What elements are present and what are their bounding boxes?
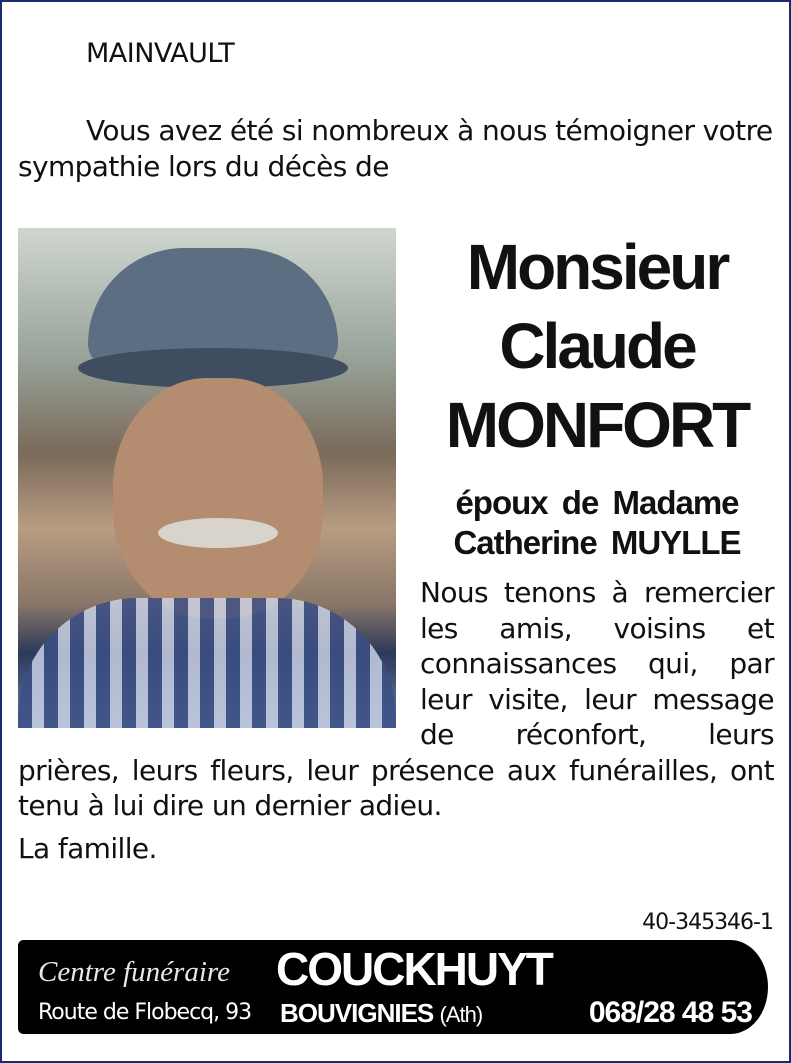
funeral-home-name: COUCKHUYT (276, 943, 552, 995)
funeral-home-address: Route de Flobecq, 93 (38, 1000, 252, 1025)
deceased-first-name: Claude (499, 310, 695, 382)
funeral-home-banner (18, 940, 768, 1034)
thanks-text: Nous tenons à remercier les amis, voisins et connaissances qui, par leur visite, leur message de réconfort, leurs prières, leurs fleurs, leur présence aux funérailles, ont tenu à lui dire un dernier adieu. (18, 576, 774, 822)
reference-number: 40-345346-1 (642, 910, 773, 935)
spouse-line1: époux de Madame (455, 484, 739, 521)
face-shape (113, 378, 323, 618)
deceased-title: Monsieur (466, 231, 728, 303)
funeral-home-label: Centre funéraire (38, 956, 230, 988)
location: MAINVAULT (86, 38, 235, 69)
signature: La famille. (18, 831, 157, 865)
mustache-shape (158, 518, 278, 548)
spouse-line2: Catherine MUYLLE (453, 524, 741, 561)
intro-text: Vous avez été si nombreux à nous témoigner votre sympathie lors du décès de (18, 114, 773, 183)
town-name: BOUVIGNIES (280, 998, 434, 1028)
town-note: (Ath) (439, 1002, 483, 1027)
funeral-home-phone: 068/28 48 53 (588, 996, 752, 1029)
obituary-body (18, 228, 774, 865)
portrait-photo (18, 228, 396, 728)
funeral-home-town (280, 998, 482, 1029)
shirt-shape (18, 598, 396, 728)
deceased-last-name: MONFORT (445, 389, 749, 461)
